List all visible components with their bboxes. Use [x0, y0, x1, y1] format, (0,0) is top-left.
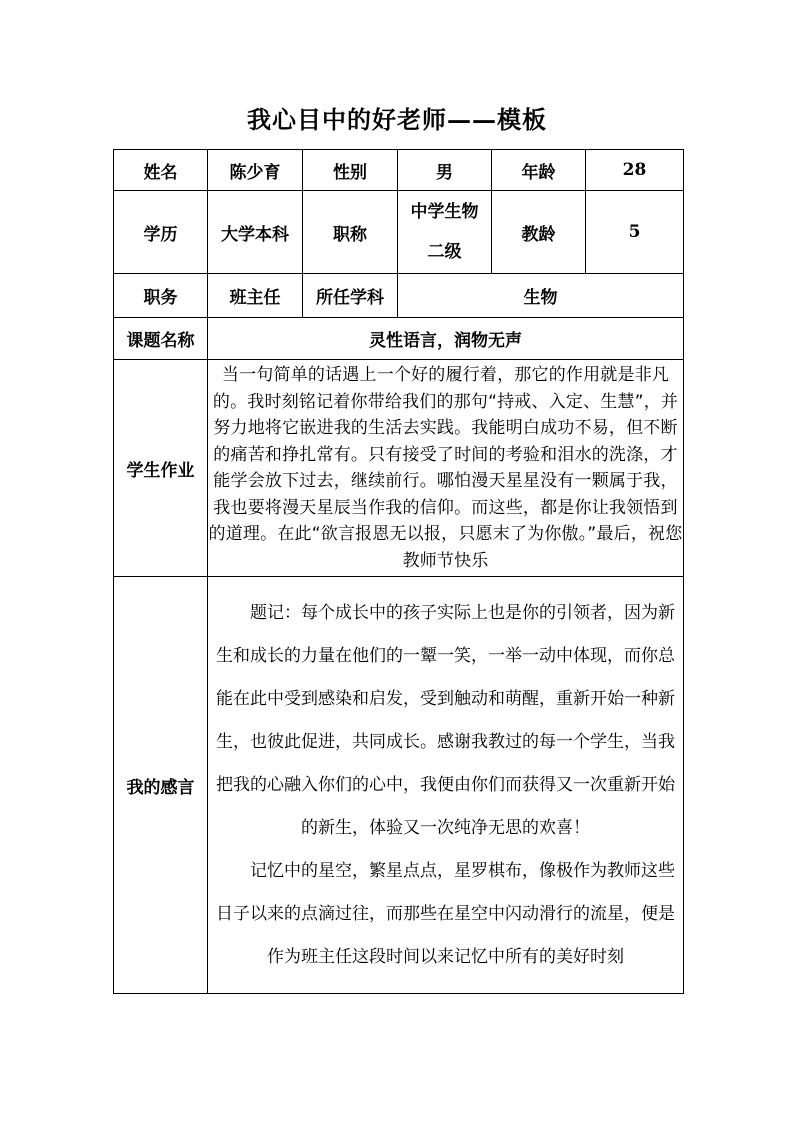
professional-title-line1: 中学生物: [410, 202, 479, 222]
table-row: [114, 274, 684, 318]
teaching-age-value: 5: [586, 191, 684, 274]
gender-label: 性别: [303, 150, 398, 191]
professional-title-value: [398, 191, 492, 274]
education-label: 学历: [114, 191, 208, 274]
professional-title-label: 职称: [303, 191, 398, 274]
topic-label: 课题名称: [114, 318, 208, 360]
table-row: [114, 191, 684, 274]
reflection-text: [208, 577, 684, 994]
professional-title-line2: 二级: [427, 242, 462, 262]
name-value: 陈少育: [208, 150, 303, 191]
reflection-paragraph-2: 记忆中的星空，繁星点点，星罗棋布，像极作为教师这些日子以来的点滴过往，而那些在星空中闪动滑行的流星，便是作为班主任这段时间以来记忆中所有的美好时刻: [216, 860, 675, 967]
homework-label: 学生作业: [114, 360, 208, 577]
reflection-paragraph-1: 题记：每个成长中的孩子实际上也是你的引领者，因为新生和成长的力量在他们的一颦一笑，一举一动中体现，而你总能在此中受到感染和启发，受到触动和萌醒，重新开始一种新生，也彼此促进，共同成长。感谢我教过的每一个学生，当我把我的心融入你们的心中，我便由你们而获得又一次重新开始的新生，体验又一次纯净无思的欢喜！: [216, 602, 675, 838]
position-value: 班主任: [208, 274, 303, 318]
gender-value: 男: [398, 150, 492, 191]
subject-value: 生物: [398, 274, 684, 318]
subject-label: 所任学科: [303, 274, 398, 318]
document-title: 我心目中的好老师——模板: [247, 105, 547, 134]
topic-value: 灵性语言，润物无声: [208, 318, 684, 360]
table-row: [114, 150, 684, 191]
table-row: [114, 577, 684, 994]
education-value: 大学本科: [208, 191, 303, 274]
name-label: 姓名: [114, 150, 208, 191]
table-row: [114, 360, 684, 577]
table-row: [114, 318, 684, 360]
age-label: 年龄: [492, 150, 586, 191]
homework-text: 当一句简单的话遇上一个好的履行着，那它的作用就是非凡的。我时刻铭记着你带给我们的那句“持戒、入定、生慧”，并努力地将它嵌进我的生活去实践。我能明白成功不易，但不断的痛苦和挣扎常有。只有接受了时间的考验和泪水的洗涤，才能学会放下过去，继续前行。哪怕漫天星星没有一颗属于我，我也要将漫天星辰当作我的信仰。而这些，都是你让我领悟到的道理。在此“欲言报恩无以报，只愿末了为你傲。”最后，祝您教师节快乐: [208, 360, 684, 577]
age-value: 28: [586, 150, 684, 191]
teaching-age-label: 教龄: [492, 191, 586, 274]
reflection-label: 我的感言: [114, 577, 208, 994]
position-label: 职务: [114, 274, 208, 318]
teacher-info-table: [113, 149, 684, 994]
